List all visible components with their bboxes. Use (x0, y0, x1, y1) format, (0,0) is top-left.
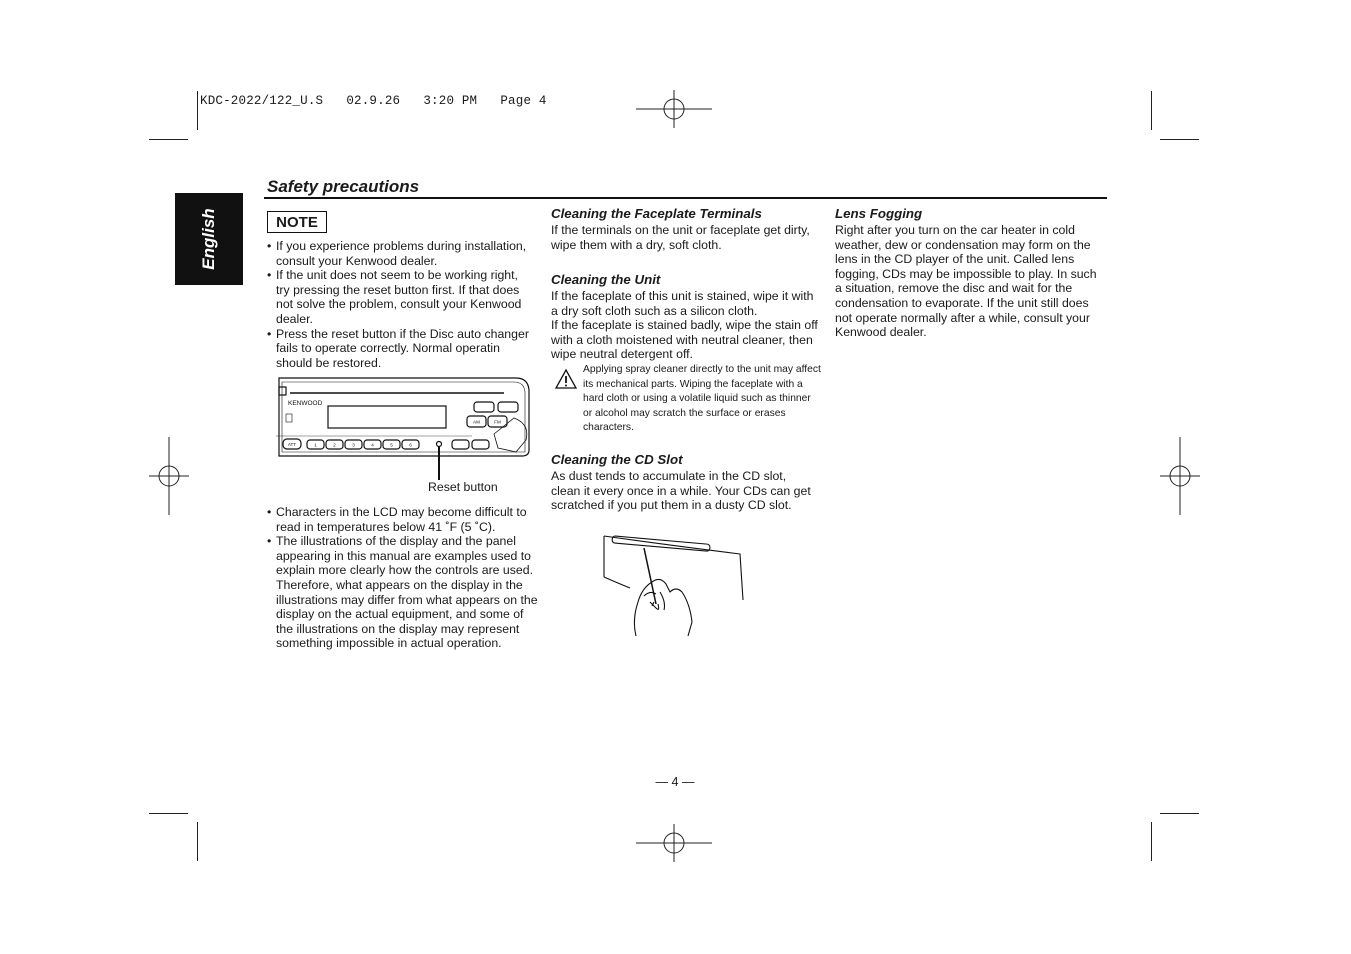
faceplate-button-1: 1 (314, 442, 317, 448)
cd-slot-heading: Cleaning the CD Slot (551, 452, 683, 467)
page-title: Safety precautions (267, 177, 420, 196)
note-label: NOTE (267, 211, 327, 233)
faceplate-button-am: AM (473, 419, 480, 425)
faceplate-button-3: 3 (352, 442, 355, 448)
cd-slot-text: As dust tends to accumulate in the CD slot, clean it every once in a while. Your CDs can get scratched if you put them in a dusty CD slot. (551, 469, 811, 513)
title-rule (264, 197, 1107, 199)
language-tab (175, 193, 243, 285)
lens-fogging-text: Right after you turn on the car heater in cold weather, dew or condensation may form on the lens in the CD player of the unit. Called lens fogging, CDs may be impossible to play. In such a situation, remove the disc and wait for the condensation to evaporate. If the unit still does not operate normally after a while, consult your Kenwood dealer. (835, 223, 1097, 340)
list-item: • If the unit does not seem to be working right, try pressing the reset button first. If that does not solve the problem, consult your Kenwood dealer. (267, 268, 529, 326)
cd-slot-illustration (600, 532, 750, 640)
cleaning-unit-section (551, 272, 821, 362)
cleaning-unit-heading: Cleaning the Unit (551, 272, 661, 287)
faceplate-terminals-text: If the terminals on the unit or faceplate get dirty, wipe them with a dry, soft cloth. (551, 223, 810, 252)
faceplate-illustration (276, 374, 534, 484)
list-item: • If you experience problems during installation, consult your Kenwood dealer. (267, 239, 529, 268)
faceplate-terminals-heading: Cleaning the Faceplate Terminals (551, 206, 762, 221)
warning-icon (554, 368, 578, 390)
reset-button-label: Reset button (428, 480, 498, 494)
cleaning-unit-text-2: If the faceplate is stained badly, wipe the stain off with a cloth moistened with neutral cleaner, then wipe neutral detergent off. (551, 318, 818, 362)
faceplate-button-att: ATT (287, 442, 297, 447)
faceplate-brand: KENWOOD (288, 400, 323, 407)
note-bullets-bottom (267, 505, 539, 651)
list-item: • Press the reset button if the Disc auto changer fails to operate correctly. Normal operatin should be restored. (267, 327, 529, 371)
faceplate-button-5: 5 (390, 442, 393, 448)
lens-fogging-section (835, 206, 1097, 340)
list-item: • Characters in the LCD may become difficult to read in temperatures below 41 ˚F (5 ˚C). (267, 505, 539, 534)
cd-slot-section (551, 452, 813, 513)
cleaning-unit-warning: Applying spray cleaner directly to the unit may affect its mechanical parts. Wiping the faceplate with a hard cloth or using a volatile liquid such as thinner or alcohol may scratch the surface or erases characters. (583, 364, 821, 434)
print-header: KDC-2022/122_U.S 02.9.26 3:20 PM Page 4 (200, 94, 547, 108)
list-item: • The illustrations of the display and the panel appearing in this manual are examples used to explain more clearly how the controls are used. Therefore, what appears on the display in the illustrations may differ from what appears on the display on the actual equipment, and some of the illustrations on the display may represent something impossible in actual operation. (267, 534, 539, 651)
language-tab-label: English (199, 208, 218, 270)
cleaning-unit-text-1: If the faceplate of this unit is stained, wipe it with a dry soft cloth such as a silicon cloth. (551, 289, 814, 318)
page-number: — 4 — (655, 775, 695, 789)
faceplate-button-6: 6 (409, 442, 412, 448)
lens-fogging-heading: Lens Fogging (835, 206, 923, 221)
faceplate-button-2: 2 (333, 442, 336, 448)
faceplate-button-4: 4 (371, 442, 374, 448)
faceplate-terminals-section (551, 206, 813, 252)
faceplate-button-fm: FM (494, 419, 501, 425)
note-bullets-top (267, 239, 529, 370)
